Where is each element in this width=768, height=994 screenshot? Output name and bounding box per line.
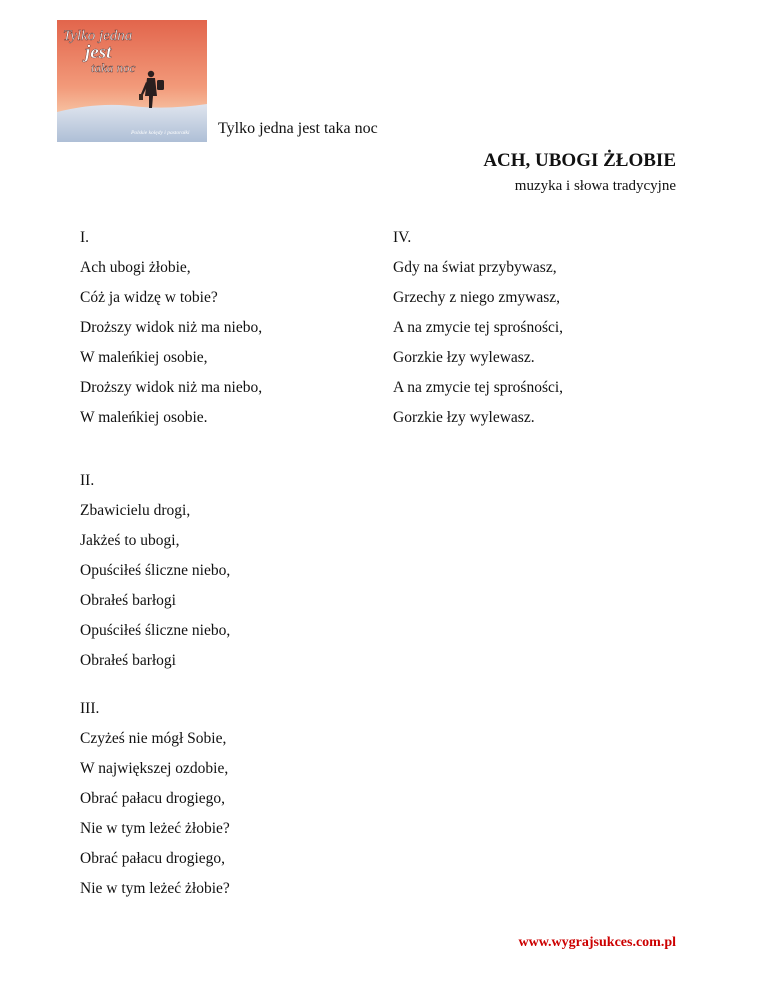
- verse-line: Obrać pałacu drogiego,: [80, 790, 226, 807]
- verse-line: Droższy widok niż ma niebo,: [80, 379, 263, 396]
- verse-line: Czyżeś nie mógł Sobie,: [80, 730, 227, 747]
- stanza-3: [80, 694, 230, 904]
- verse-line: W maleńkiej osobie,: [80, 349, 208, 366]
- verse-line: Obrałeś barłogi: [80, 652, 176, 669]
- album-caption: Tylko jedna jest taka noc: [218, 120, 378, 137]
- verse-line: W największej ozdobie,: [80, 760, 229, 777]
- stanza-number: I.: [80, 229, 90, 246]
- stanza-1: [80, 223, 262, 433]
- stanza-number: III.: [80, 700, 100, 717]
- verse-line: Nie w tym leżeć żłobie?: [80, 820, 230, 837]
- verse-line: W maleńkiej osobie.: [80, 409, 208, 426]
- cover-title-line3: taka noc: [91, 60, 136, 75]
- verse-line: Gorzkie łzy wylewasz.: [393, 409, 535, 426]
- cover-title-line1: Tylko jedna: [63, 28, 133, 44]
- verse-line: Gdy na świat przybywasz,: [393, 259, 557, 276]
- verse-line: Opuściłeś śliczne niebo,: [80, 622, 231, 639]
- stanza-4: [393, 223, 563, 433]
- song-credits: muzyka i słowa tradycyjne: [514, 178, 676, 194]
- stanza-number: IV.: [393, 229, 412, 246]
- verse-line: Jakżeś to ubogi,: [80, 532, 180, 549]
- verse-line: Grzechy z niego zmywasz,: [393, 289, 560, 306]
- stanza-number: II.: [80, 472, 95, 489]
- verse-line: A na zmycie tej sprośności,: [393, 379, 564, 396]
- verse-line: Opuściłeś śliczne niebo,: [80, 562, 231, 579]
- verse-line: Obrałeś barłogi: [80, 592, 176, 609]
- verse-line: A na zmycie tej sprośności,: [393, 319, 564, 336]
- verse-line: Cóż ja widzę w tobie?: [80, 289, 218, 306]
- verse-line: Gorzkie łzy wylewasz.: [393, 349, 535, 366]
- verse-line: Obrać pałacu drogiego,: [80, 850, 226, 867]
- cover-subtitle: Polskie kolędy i pastorałki: [131, 130, 190, 136]
- verse-line: Droższy widok niż ma niebo,: [80, 319, 263, 336]
- website-link[interactable]: www.wygrajsukces.com.pl: [518, 935, 676, 950]
- verse-line: Ach ubogi żłobie,: [80, 259, 191, 276]
- cover-title-line2: jest: [85, 42, 112, 63]
- album-cover-image: [57, 20, 207, 142]
- verse-line: Zbawicielu drogi,: [80, 502, 191, 519]
- stanza-2: [80, 466, 230, 676]
- song-title: ACH, UBOGI ŻŁOBIE: [483, 150, 676, 171]
- verse-line: Nie w tym leżeć żłobie?: [80, 880, 230, 897]
